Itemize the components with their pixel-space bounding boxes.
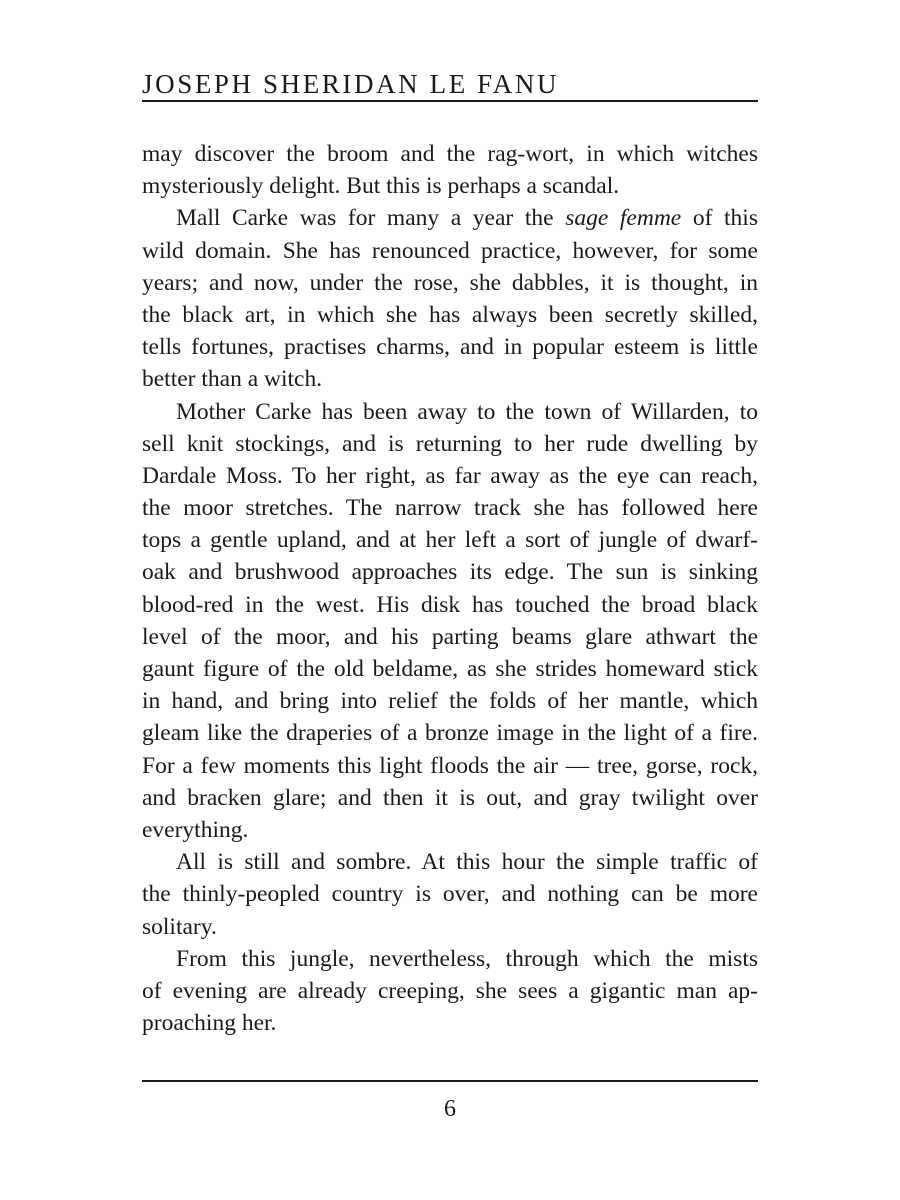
author-name: JOSEPH SHERIDAN LE FANU: [142, 69, 560, 99]
text-line: of evening are already creeping, she sees a gigantic man ap-: [142, 977, 758, 1004]
text-line: tells fortunes, practises charms, and in popular esteem is little: [142, 334, 758, 361]
text-segment: Mall Carke was for many a year the: [176, 205, 566, 232]
text-line: oak and brushwood approaches its edge. The sun is sinking: [142, 559, 758, 586]
text-line: level of the moor, and his parting beams glare athwart the: [142, 623, 758, 650]
text-line: better than a witch.: [142, 366, 323, 393]
text-line: sell knit stockings, and is returning to her rude dwelling by: [142, 430, 758, 457]
text-line: may discover the broom and the rag-wort, in which witches: [142, 141, 758, 167]
text-line: All is still and sombre. At this hour the simple traffic of: [176, 849, 758, 876]
page-number: 6: [444, 1096, 456, 1122]
text-line: From this jungle, nevertheless, through which the mists: [176, 945, 758, 972]
text-line: the moor stretches. The narrow track she has followed here: [142, 495, 758, 522]
text-line: tops a gentle upland, and at her left a sort of jungle of dwarf-: [142, 527, 758, 554]
text-line: the thinly-peopled country is over, and nothing can be more: [142, 881, 758, 908]
text-line: proaching her.: [142, 1010, 277, 1037]
text-line: Mother Carke has been away to the town of Willarden, to: [176, 398, 758, 425]
text-line: mysteriously delight. But this is perhaps a scandal.: [142, 173, 620, 200]
text-line: years; and now, under the rose, she dabbles, it is thought, in: [142, 269, 758, 296]
text-line: in hand, and bring into relief the folds of her mantle, which: [142, 688, 758, 715]
text-line: and bracken glare; and then it is out, and gray twilight over: [142, 784, 758, 811]
text-line: [142, 202, 758, 234]
running-header: [142, 68, 758, 100]
page-body: [142, 138, 758, 1039]
text-line: blood-red in the west. His disk has touched the broad black: [142, 591, 758, 618]
italic-phrase: sage femme: [565, 205, 682, 232]
text-line: gaunt figure of the old beldame, as she strides homeward stick: [142, 656, 758, 682]
header-rule: [142, 100, 758, 102]
text-line: wild domain. She has renounced practice, however, for some: [142, 237, 758, 264]
text-line: the black art, in which she has always been secretly skilled,: [142, 301, 758, 328]
text-line: gleam like the draperies of a bronze image in the light of a fire.: [142, 720, 758, 747]
footer-rule: [142, 1080, 758, 1082]
text-segment: of this: [681, 205, 758, 232]
text-line: For a few moments this light floods the air — tree, gorse, rock,: [142, 752, 758, 779]
text-line: Dardale Moss. To her right, as far away as the eye can reach,: [142, 462, 758, 489]
text-line: solitary.: [142, 913, 217, 940]
text-line: everything.: [142, 816, 249, 843]
